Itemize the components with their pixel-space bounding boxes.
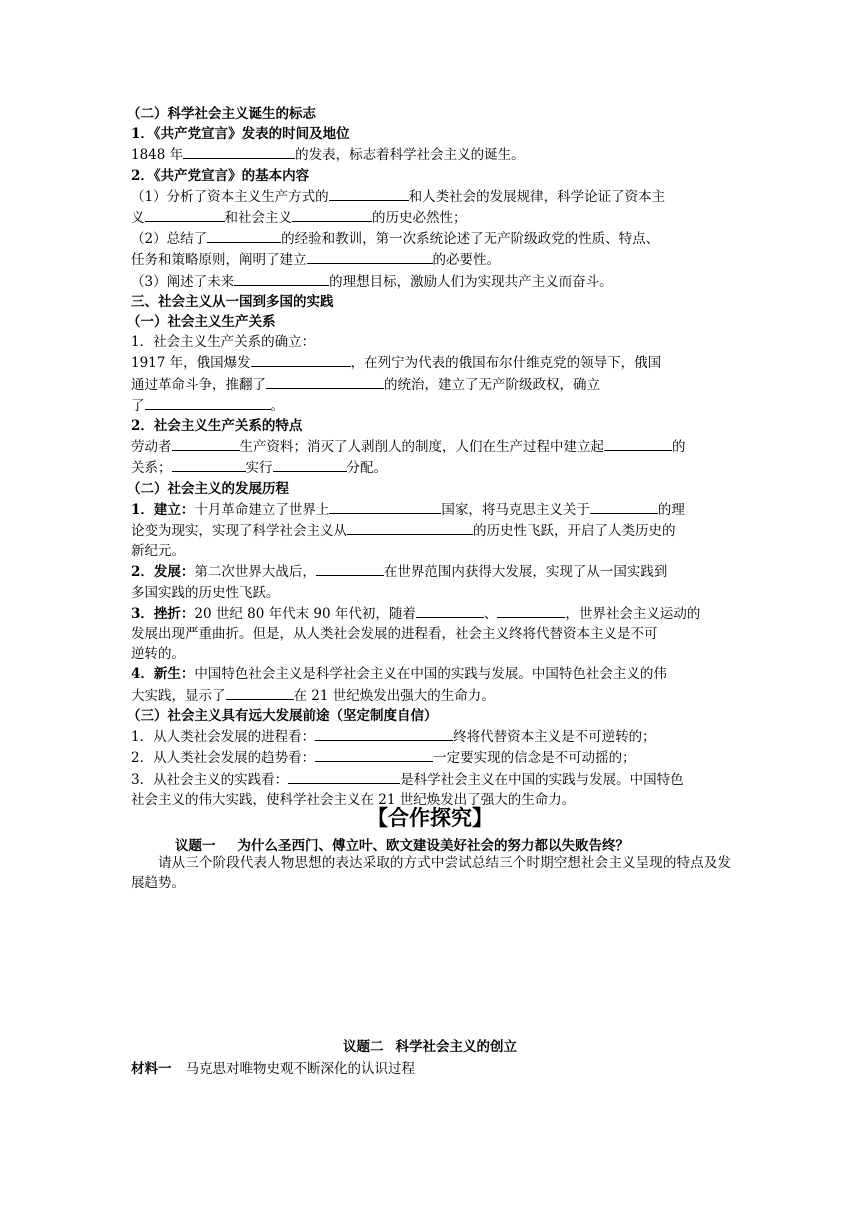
item-heading: 2．社会主义生产关系的特点 xyxy=(131,418,303,435)
fill-blank[interactable] xyxy=(307,249,433,264)
item-heading: 1．《共产党宣言》发表的时间及地位 xyxy=(131,126,350,143)
fill-blank[interactable] xyxy=(329,499,441,514)
paragraph: 关系； 实行 分配。 xyxy=(131,457,731,478)
paragraph: 任务和策略原则，阐明了建立 的必要性。 xyxy=(131,249,731,270)
fill-blank[interactable] xyxy=(234,271,329,286)
issue-one-title: 议题一 为什么圣西门、傅立叶、欧文建设美好社会的努力都以失败告终？ xyxy=(175,838,629,854)
paragraph: 1．社会主义生产关系的确立： xyxy=(131,334,316,351)
paragraph: 1917 年，俄国爆发 ，在列宁为代表的俄国布尔什维克党的领导下，俄国 xyxy=(131,352,731,373)
paragraph: 1．建立：十月革命建立了世界上 国家，将马克思主义关于 的理 xyxy=(131,499,731,520)
fill-blank[interactable] xyxy=(315,726,453,741)
paragraph: 2．发展：第二次世界大战后， 在世界范围内获得大发展，实现了从一国实践到 xyxy=(131,561,731,582)
fill-blank[interactable] xyxy=(226,685,294,700)
fill-blank[interactable] xyxy=(292,207,372,222)
fill-blank[interactable] xyxy=(172,457,246,472)
fill-blank[interactable] xyxy=(145,395,271,410)
paragraph: 社会主义的伟大实践，使科学社会主义在 21 世纪焕发出了强大的生命力。 xyxy=(131,791,576,808)
fill-blank[interactable] xyxy=(266,374,384,389)
fill-blank[interactable] xyxy=(172,436,240,451)
fill-blank[interactable] xyxy=(590,499,658,514)
subsection-heading: （一）社会主义生产关系 xyxy=(127,314,276,331)
fill-blank[interactable] xyxy=(145,207,225,222)
cooperative-inquiry-heading: 【合作探究】 xyxy=(367,806,493,830)
paragraph: 劳动者 生产资料；消灭了人剥削人的制度，人们在生产过程中建立起 的 xyxy=(131,436,731,457)
fill-blank[interactable] xyxy=(251,352,351,367)
paragraph: 大实践，显示了 在 21 世纪焕发出强大的生命力。 xyxy=(131,685,731,706)
fill-blank[interactable] xyxy=(207,228,281,243)
fill-blank[interactable] xyxy=(315,747,433,762)
fill-blank[interactable] xyxy=(316,561,384,576)
fill-blank[interactable] xyxy=(416,603,484,618)
study-guide-section xyxy=(127,104,731,810)
paragraph: 通过革命斗争，推翻了 的统治，建立了无产阶级政权，确立 xyxy=(131,374,731,395)
fill-blank[interactable] xyxy=(329,186,409,201)
fill-blank[interactable] xyxy=(183,144,295,159)
paragraph: 3．挫折：20 世纪 80 年代末 90 年代初，随着 、 ，世界社会主义运动的 xyxy=(131,603,731,624)
fill-blank[interactable] xyxy=(273,457,347,472)
paragraph: （3）阐述了未来 的理想目标，激励人们为实现共产主义而奋斗。 xyxy=(131,271,731,292)
section-heading: （二）科学社会主义诞生的标志 xyxy=(127,106,316,122)
subsection-heading: （二）社会主义的发展历程 xyxy=(127,480,289,497)
issue-one-prompt: 请从三个阶段代表人物思想的表达采取的方式中尝试总结三个时期空想社会主义呈现的特点及发展趋势。 xyxy=(131,855,731,892)
paragraph: 义 和社会主义 的历史必然性； xyxy=(131,207,731,228)
paragraph: 2．从人类社会发展的趋势看： 一定要实现的信念是不可动摇的； xyxy=(131,747,731,768)
fill-blank[interactable] xyxy=(347,520,473,535)
paragraph: 新纪元。 xyxy=(131,543,185,560)
paragraph: 论变为现实，实现了科学社会主义从 的历史性飞跃，开启了人类历史的 xyxy=(131,520,731,541)
paragraph: 3．从社会主义的实践看： 是科学社会主义在中国的实践与发展。中国特色 xyxy=(131,769,731,790)
fill-blank[interactable] xyxy=(288,769,400,784)
fill-blank[interactable] xyxy=(604,436,672,451)
paragraph: 了 。 xyxy=(131,395,731,416)
subsection-heading: （三）社会主义具有远大发展前途（坚定制度自信） xyxy=(127,707,438,724)
paragraph: 多国实践的历史性飞跃。 xyxy=(131,584,280,601)
paragraph: 1848 年 的发表，标志着科学社会主义的诞生。 xyxy=(131,144,731,165)
issue-two-title: 议题二 科学社会主义的创立 xyxy=(343,1039,517,1055)
fill-blank[interactable] xyxy=(497,603,565,618)
paragraph: 逆转的。 xyxy=(131,646,185,663)
paragraph: 1．从人类社会发展的进程看： 终将代替资本主义是不可逆转的； xyxy=(131,726,731,747)
paragraph: （2）总结了 的经验和教训，第一次系统论述了无产阶级政党的性质、特点、 xyxy=(131,228,731,249)
paragraph: 4．新生：中国特色社会主义是科学社会主义在中国的实践与发展。中国特色社会主义的伟 xyxy=(131,666,667,683)
item-heading: 2．《共产党宣言》的基本内容 xyxy=(131,167,310,184)
material-one: 材料一 马克思对唯物史观不断深化的认识过程 xyxy=(131,1061,415,1077)
paragraph: 发展出现严重曲折。但是，从人类社会发展的进程看，社会主义终将代替资本主义是不可 xyxy=(131,626,658,643)
paragraph: （1）分析了资本主义生产方式的 和人类社会的发展规律，科学论证了资本主 xyxy=(131,186,731,207)
section-heading: 三、社会主义从一国到多国的实践 xyxy=(131,293,334,310)
